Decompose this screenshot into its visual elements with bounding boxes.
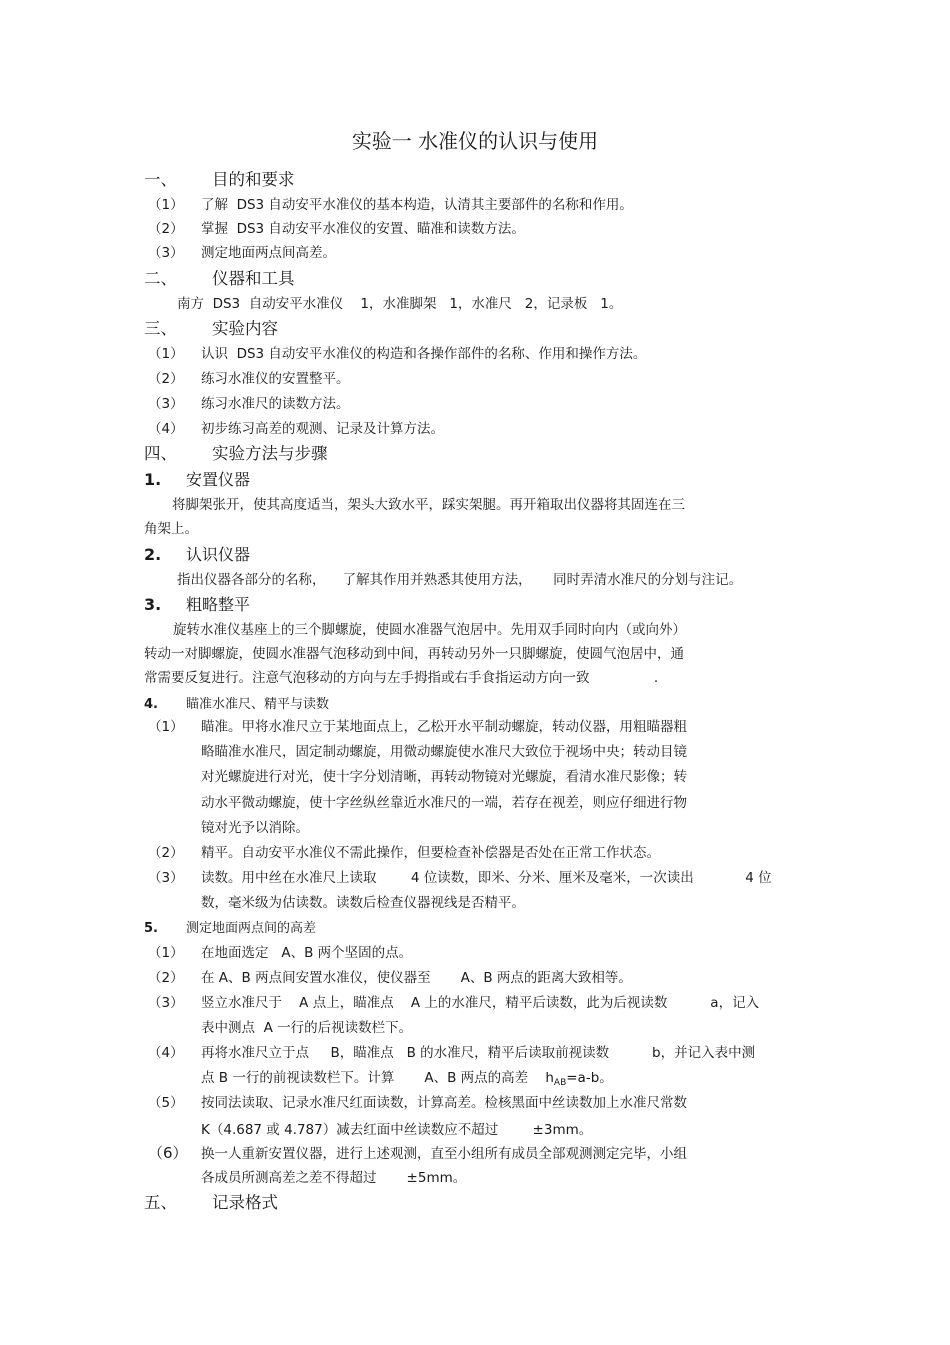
step-3-title: 粗略整平 — [186, 595, 251, 614]
list-item-text: 再将水准尺立于点 B，瞄准点 B 的水准尺，精平后读取前视读数 b，并记入表中测 — [201, 1045, 756, 1061]
paragraph-line: 转动一对脚螺旋，使圆水准器气泡移动到中间，再转动另外一只脚螺旋，使圆气泡居中，通 — [144, 646, 684, 662]
list-item-number: （4） — [148, 1045, 184, 1061]
section-2-number: 二、 — [144, 269, 177, 288]
list-item-text: 换一人重新安置仪器，进行上述观测，直至小组所有成员全部观测测定完毕，小组 — [201, 1146, 687, 1162]
step-4-title: 瞄准水准尺、精平与读数 — [186, 697, 330, 712]
section-5-title: 记录格式 — [212, 1193, 278, 1212]
list-item-number: （4） — [148, 421, 184, 437]
step-1-title: 安置仪器 — [186, 470, 251, 489]
list-item-number: （2） — [148, 845, 184, 861]
section-3-title: 实验内容 — [212, 319, 278, 338]
step-3-number: 3. — [144, 595, 162, 614]
list-item-text: 测定地面两点间高差。 — [201, 245, 336, 261]
list-item-number: （3） — [148, 995, 184, 1011]
section-1-number: 一、 — [144, 170, 177, 189]
section-4-title: 实验方法与步骤 — [212, 444, 328, 463]
section-2-body: 南方 DS3 自动安平水准仪 1，水准脚架 1，水准尺 2，记录板 1。 — [177, 296, 623, 312]
step-2-title: 认识仪器 — [186, 545, 251, 564]
formula-line — [201, 1069, 613, 1092]
list-item-text: K（4.687 或 4.787）减去红面中丝读数应不超过 ±3mm。 — [201, 1122, 593, 1138]
list-item-text: 瞄准。甲将水准尺立于某地面点上，乙松开水平制动螺旋，转动仪器，用粗瞄器粗 — [201, 719, 687, 735]
list-item-text: 读数。用中丝在水准尺上读取 4 位读数，即米、分米、厘米及毫米，一次读出 4 位 — [201, 870, 772, 886]
paragraph-line: 将脚架张开，使其高度适当，架头大致水平，踩实架腿。再开箱取出仪器将其固连在三 — [172, 497, 685, 513]
list-item-number: （5） — [148, 1095, 184, 1111]
step-1-number: 1. — [144, 470, 162, 489]
formula-subscript: AB — [553, 1078, 567, 1088]
list-item-text: 表中测点 A 一行的后视读数栏下。 — [201, 1020, 413, 1036]
section-4-number: 四、 — [144, 444, 177, 463]
section-5-number: 五、 — [144, 1193, 177, 1212]
list-item-text: 练习水准仪的安置整平。 — [201, 371, 350, 387]
section-1-title: 目的和要求 — [212, 170, 295, 189]
list-item-text: 动水平微动螺旋，使十字丝纵丝靠近水准尺的一端，若存在视差，则应仔细进行物 — [201, 795, 687, 811]
list-item-number: （3） — [148, 396, 184, 412]
list-item-text: 精平。自动安平水准仪不需此操作，但要检查补偿器是否处在正常工作状态。 — [201, 845, 660, 861]
page-title: 实验一 水准仪的认识与使用 — [351, 129, 599, 153]
list-item-text: 各成员所测高差之差不得超过 ±5mm。 — [201, 1170, 467, 1186]
section-3-number: 三、 — [144, 319, 177, 338]
list-item-number: （2） — [148, 221, 184, 237]
list-item-text: 练习水准尺的读数方法。 — [201, 396, 350, 412]
list-item-text: 认识 DS3 自动安平水准仪的构造和各操作部件的名称、作用和操作方法。 — [201, 346, 647, 362]
paragraph-line: 旋转水准仪基座上的三个脚螺旋，使圆水准器气泡居中。先用双手同时向内（或向外） — [173, 622, 686, 638]
paragraph-line: 指出仪器各部分的名称， 了解其作用并熟悉其使用方法， 同时弄清水准尺的分划与注记。 — [177, 572, 743, 588]
list-item-text: 了解 DS3 自动安平水准仪的基本构造，认清其主要部件的名称和作用。 — [201, 197, 633, 213]
step-5-title: 测定地面两点间的高差 — [186, 921, 317, 936]
list-item-text: 在地面选定 A、B 两个坚固的点。 — [201, 945, 413, 961]
paragraph-line: 常需要反复进行。注意气泡移动的方向与左手拇指或右手食指运动方向一致 . — [144, 670, 659, 686]
formula-text: =a-b。 — [566, 1070, 613, 1086]
list-item-text: 数，毫米级为估读数。读数后检查仪器视线是否精平。 — [201, 895, 525, 911]
list-item-text: 对光螺旋进行对光，使十字分划清晰，再转动物镜对光螺旋，看清水准尺影像；转 — [201, 769, 687, 785]
list-item-number: （3） — [148, 870, 184, 886]
list-item-number: （1） — [148, 346, 184, 362]
list-item-number: （3） — [148, 245, 184, 261]
list-item-text: 竖立水准尺于 A 点上，瞄准点 A 上的水准尺，精平后读数，此为后视读数 a，记入 — [201, 995, 760, 1011]
list-item-number: （6） — [148, 1144, 188, 1162]
list-item-text: 略瞄准水准尺，固定制动螺旋，用微动螺旋使水准尺大致位于视场中央；转动目镜 — [201, 744, 687, 760]
paragraph-line: 角架上。 — [144, 521, 198, 537]
list-item-number: （1） — [148, 719, 184, 735]
step-4-number: 4. — [144, 697, 158, 712]
list-item-number: （1） — [148, 945, 184, 961]
list-item-number: （2） — [148, 371, 184, 387]
list-item-text: 掌握 DS3 自动安平水准仪的安置、瞄准和读数方法。 — [201, 221, 525, 237]
list-item-text: 在 A、B 两点间安置水准仪，使仪器至 A、B 两点的距离大致相等。 — [201, 970, 632, 986]
list-item-text: 初步练习高差的观测、记录及计算方法。 — [201, 421, 444, 437]
list-item-number: （1） — [148, 197, 184, 213]
section-2-title: 仪器和工具 — [212, 269, 295, 288]
formula-text: 点 B 一行的前视读数栏下。计算 A、B 两点的高差 h — [201, 1070, 554, 1086]
step-2-number: 2. — [144, 545, 162, 564]
list-item-text: 镜对光予以消除。 — [201, 820, 309, 836]
list-item-number: （2） — [148, 970, 184, 986]
list-item-text: 按同法读取、记录水准尺红面读数，计算高差。检核黑面中丝读数加上水准尺常数 — [201, 1095, 687, 1111]
step-5-number: 5. — [144, 921, 158, 936]
